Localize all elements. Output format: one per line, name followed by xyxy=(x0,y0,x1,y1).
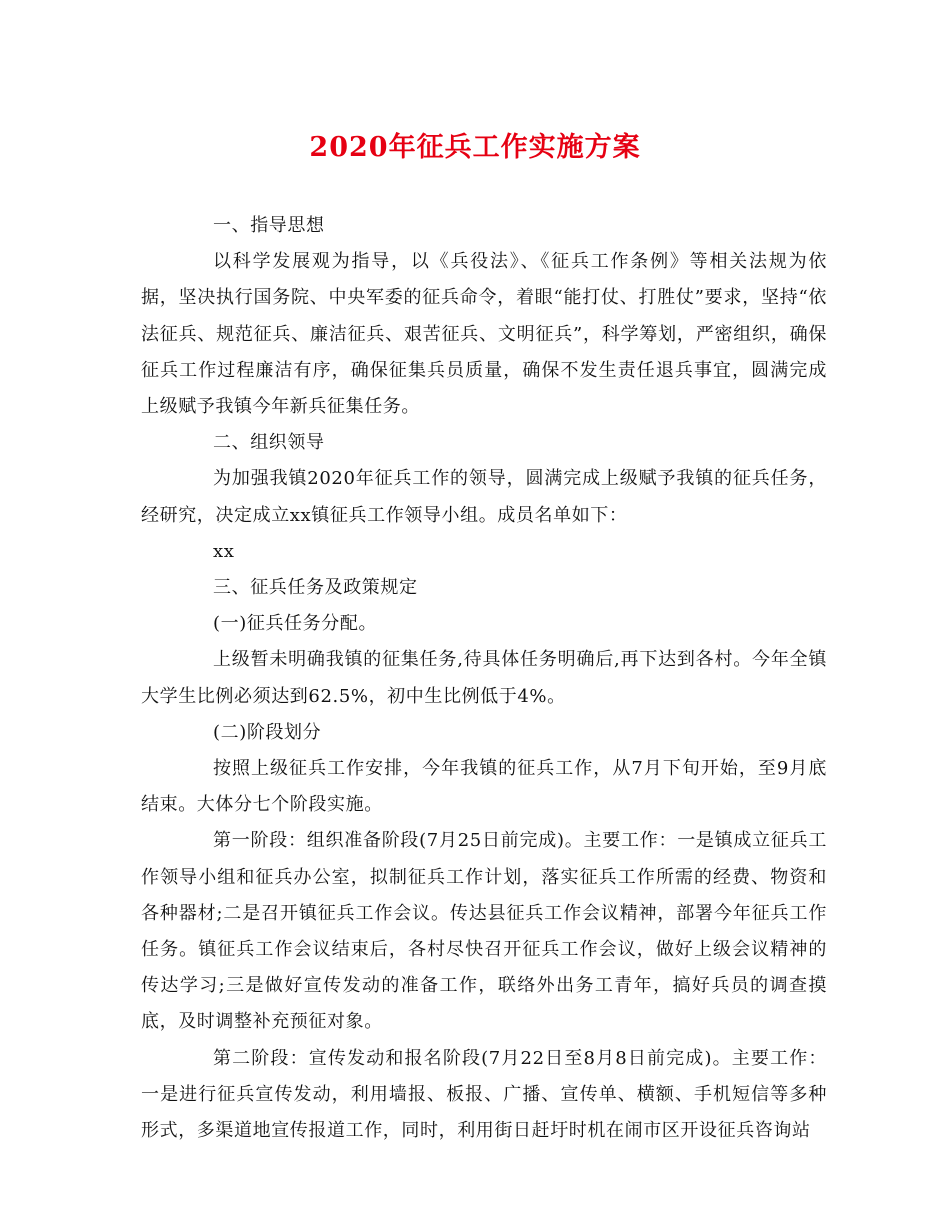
paragraph-task-allocation: 上级暂未明确我镇的征集任务,待具体任务明确后,再下达到各村。今年全镇大学生比例必须达到62.5%，初中生比例低于4%。 xyxy=(141,649,827,707)
heading-tasks-policies: 三、征兵任务及政策规定 xyxy=(213,577,418,599)
paragraph-guiding-ideology: 以科学发展观为指导，以《兵役法》、《征兵工作条例》等相关法规为依据，坚决执行国务院、中央军委的征兵命令，着眼“能打仗、打胜仗”要求，坚持“依法征兵、规范征兵、廉洁征兵、艰苦征兵、文明征兵”，科学筹划，严密组织，确保征兵工作过程廉洁有序，确保征集兵员质量，确保不发生责任退兵事宜，圆满完成上级赋予我镇今年新兵征集任务。 xyxy=(141,251,827,418)
paragraph-stage-division: 按照上级征兵工作安排，今年我镇的征兵工作，从7月下旬开始，至9月底结束。大体分七个阶段实施。 xyxy=(141,758,827,816)
paragraph-stage-one: 第一阶段：组织准备阶段(7月25日前完成)。主要工作：一是镇成立征兵工作领导小组和征兵办公室，拟制征兵工作计划，落实征兵工作所需的经费、物资和各种器材;二是召开镇征兵工作会议。传达县征兵工作会议精神，部署今年征兵工作任务。镇征兵工作会议结束后，各村尽快召开征兵工作会议，做好上级会议精神的传达学习;三是做好宣传发动的准备工作，联络外出务工青年，搞好兵员的调查摸底，及时调整补充预征对象。 xyxy=(141,830,827,1033)
document-title: 2020年征兵工作实施方案 xyxy=(309,132,641,163)
subheading-stage-division: (二)阶段划分 xyxy=(213,721,322,743)
heading-organization-leadership: 二、组织领导 xyxy=(213,432,325,454)
member-list-placeholder: xx xyxy=(213,540,235,562)
paragraph-organization-leadership: 为加强我镇2020年征兵工作的领导，圆满完成上级赋予我镇的征兵任务，经研究，决定成立xx镇征兵工作领导小组。成员名单如下： xyxy=(141,468,827,526)
subheading-task-allocation: (一)征兵任务分配。 xyxy=(213,613,378,635)
paragraph-stage-two: 第二阶段：宣传发动和报名阶段(7月22日至8月8日前完成)。主要工作：一是进行征兵宣传发动，利用墙报、板报、广播、宣传单、横额、手机短信等多种形式，多渠道地宣传报道工作，同时，利用街日赶圩时机在闹市区开设征兵咨询站 xyxy=(141,1047,827,1142)
document-body xyxy=(141,208,827,1149)
heading-guiding-ideology: 一、指导思想 xyxy=(213,215,325,236)
